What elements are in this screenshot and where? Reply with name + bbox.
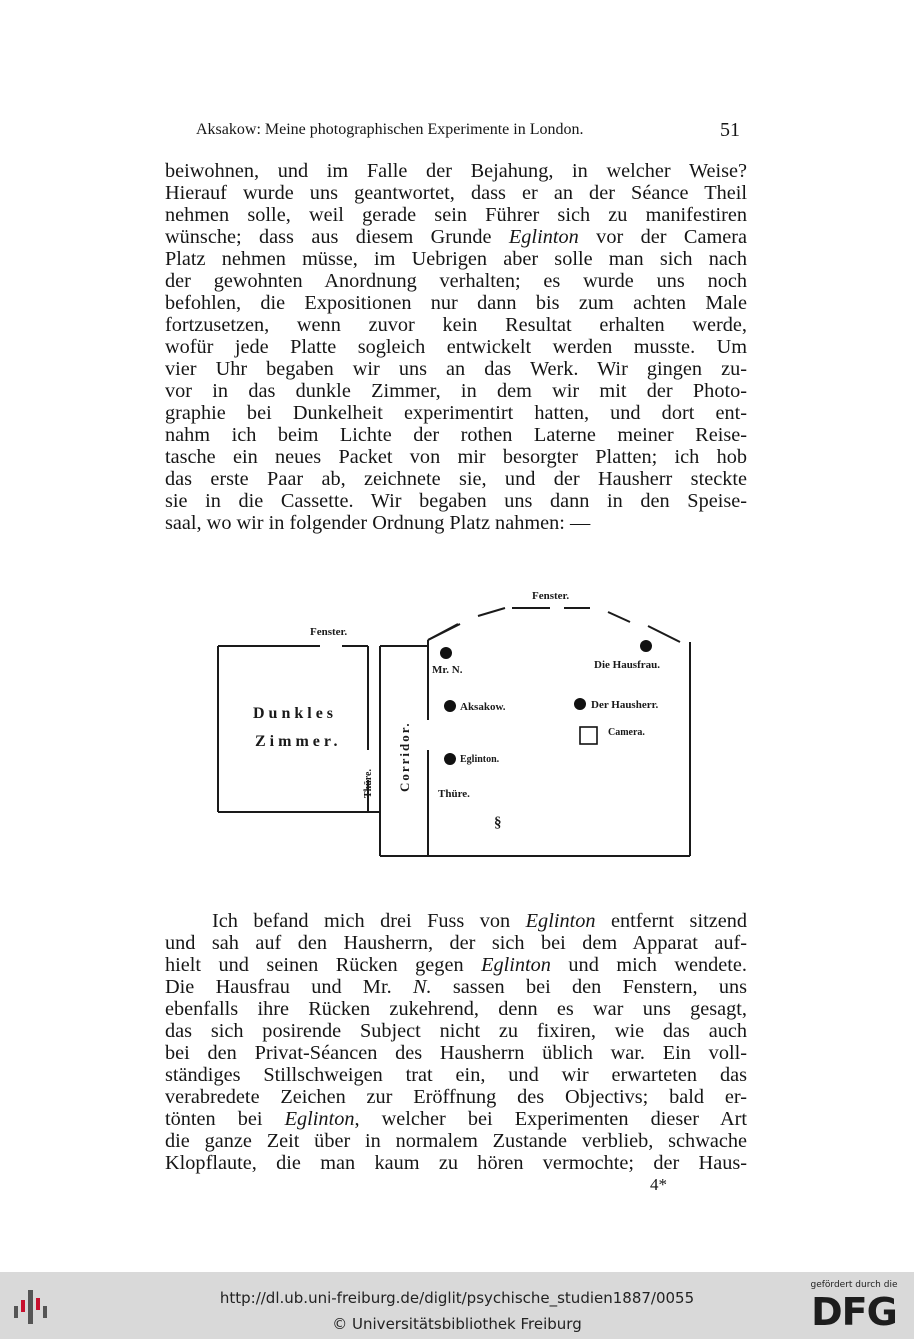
text-line: vier Uhr begaben wir uns an das Werk. Wir gingen zu-: [165, 358, 747, 380]
person-marker-aksakow: [444, 700, 456, 712]
text-line: nehmen solle, weil gerade sein Führer sich zu manifestiren: [165, 204, 747, 226]
text-line: tasche ein neues Packet von mir besorgter Platten; ich hob: [165, 446, 747, 468]
dark-room-walls: [218, 646, 380, 812]
paragraph-2: [165, 910, 747, 1174]
text-line: ständiges Stillschweigen trat ein, und wir erwarteten das: [165, 1064, 747, 1086]
document-url-link[interactable]: http://dl.ub.uni-freiburg.de/diglit/psychische_studien1887/0055: [219, 1289, 695, 1307]
window-outline-right: [428, 608, 680, 642]
text-line: die ganze Zeit über in normalem Zustande verblieb, schwache: [165, 1130, 747, 1152]
text-line: ebenfalls ihre Rücken zukehrend, denn es war uns gesagt,: [165, 998, 747, 1020]
door-swing-glyph: §: [494, 815, 502, 831]
text-line: bei den Privat-Séancen des Hausherrn üblich war. Ein voll-: [165, 1042, 747, 1064]
funding-text: gefördert durch die: [810, 1280, 898, 1290]
window-label-right: Fenster.: [532, 590, 570, 602]
text-line: Hierauf wurde uns geantwortet, dass er an der Séance Theil: [165, 182, 747, 204]
door-label-left: Thüre.: [363, 769, 374, 798]
text-line: und sah auf den Hausherrn, der sich bei dem Apparat auf-: [165, 932, 747, 954]
text-line: saal, wo wir in folgender Ordnung Platz nahmen: —: [165, 512, 591, 534]
text-line: beiwohnen, und im Falle der Bejahung, in welcher Weise?: [165, 160, 747, 182]
camera-marker: [580, 727, 597, 744]
person-marker-hausfrau: [640, 640, 652, 652]
window-label-left: Fenster.: [310, 626, 348, 638]
text-line: Die Hausfrau und Mr. N. sassen bei den Fenstern, uns: [165, 976, 747, 998]
seating-diagram: [160, 580, 720, 870]
text-line: tönten bei Eglinton, welcher bei Experimenten dieser Art: [165, 1108, 747, 1130]
person-marker-mr-n: [440, 647, 452, 659]
person-label-hausfrau: Die Hausfrau.: [594, 659, 660, 671]
person-marker-eglinton: [444, 753, 456, 765]
dark-room-label-1: Dunkles: [253, 705, 338, 722]
text-line: vor in das dunkle Zimmer, in dem wir mit der Photo-: [165, 380, 747, 402]
camera-label: Camera.: [608, 727, 645, 738]
running-header: [196, 119, 740, 145]
person-label-aksakow: Aksakow.: [460, 701, 506, 713]
viewer-footer: [0, 1272, 914, 1339]
text-line: wofür jede Platte sogleich entwickelt werden musste. Um: [165, 336, 747, 358]
dark-room-label-2: Zimmer.: [255, 733, 342, 750]
text-line: befohlen, die Expositionen nur dann bis zum achten Male: [165, 292, 747, 314]
text-line: sie in die Cassette. Wir begaben uns dann in den Speise-: [165, 490, 747, 512]
paragraph-1: [165, 160, 747, 534]
copyright-text: © Universitätsbibliothek Freiburg: [332, 1315, 582, 1333]
text-line: nahm ich beim Lichte der rothen Laterne meiner Reise-: [165, 424, 747, 446]
text-line: Klopflaute, die man kaum zu hören vermochte; der Haus-: [165, 1152, 747, 1174]
page-number: 51: [720, 119, 740, 141]
text-line: Platz nehmen müsse, im Uebrigen aber solle man sich nach: [165, 248, 747, 270]
corridor-label: Corridor.: [397, 721, 412, 792]
text-line: Ich befand mich drei Fuss von Eglinton entfernt sitzend: [212, 910, 747, 932]
text-line: der gewohnten Anordnung verhalten; es wurde uns noch: [165, 270, 747, 292]
text-line: wünsche; dass aus diesem Grunde Eglinton vor der Camera: [165, 226, 747, 248]
running-title: Aksakow: Meine photographischen Experimente in London.: [196, 121, 584, 138]
text-line: das erste Paar ab, zeichnete sie, und der Hausherr steckte: [165, 468, 747, 490]
text-line: verabredete Zeichen zur Eröffnung des Objectivs; bald er-: [165, 1086, 747, 1108]
person-label-eglinton: Eglinton.: [460, 754, 500, 765]
person-label-hausherr: Der Hausherr.: [591, 699, 659, 711]
person-marker-hausherr: [574, 698, 586, 710]
text-line: fortzusetzen, wenn zuvor kein Resultat erhalten werde,: [165, 314, 747, 336]
dfg-logo: [804, 1280, 904, 1334]
text-line: hielt und seinen Rücken gegen Eglinton und mich wendete.: [165, 954, 747, 976]
text-line: das sich posirende Subject nicht zu fixiren, wie das auch: [165, 1020, 747, 1042]
door-label-main: Thüre.: [438, 788, 470, 800]
dfg-logo-text: DFG: [811, 1290, 897, 1334]
text-line: graphie bei Dunkelheit experimentirt hatten, und dort ent-: [165, 402, 747, 424]
person-label-mr-n: Mr. N.: [432, 664, 463, 676]
signature-mark: 4*: [650, 1175, 667, 1194]
